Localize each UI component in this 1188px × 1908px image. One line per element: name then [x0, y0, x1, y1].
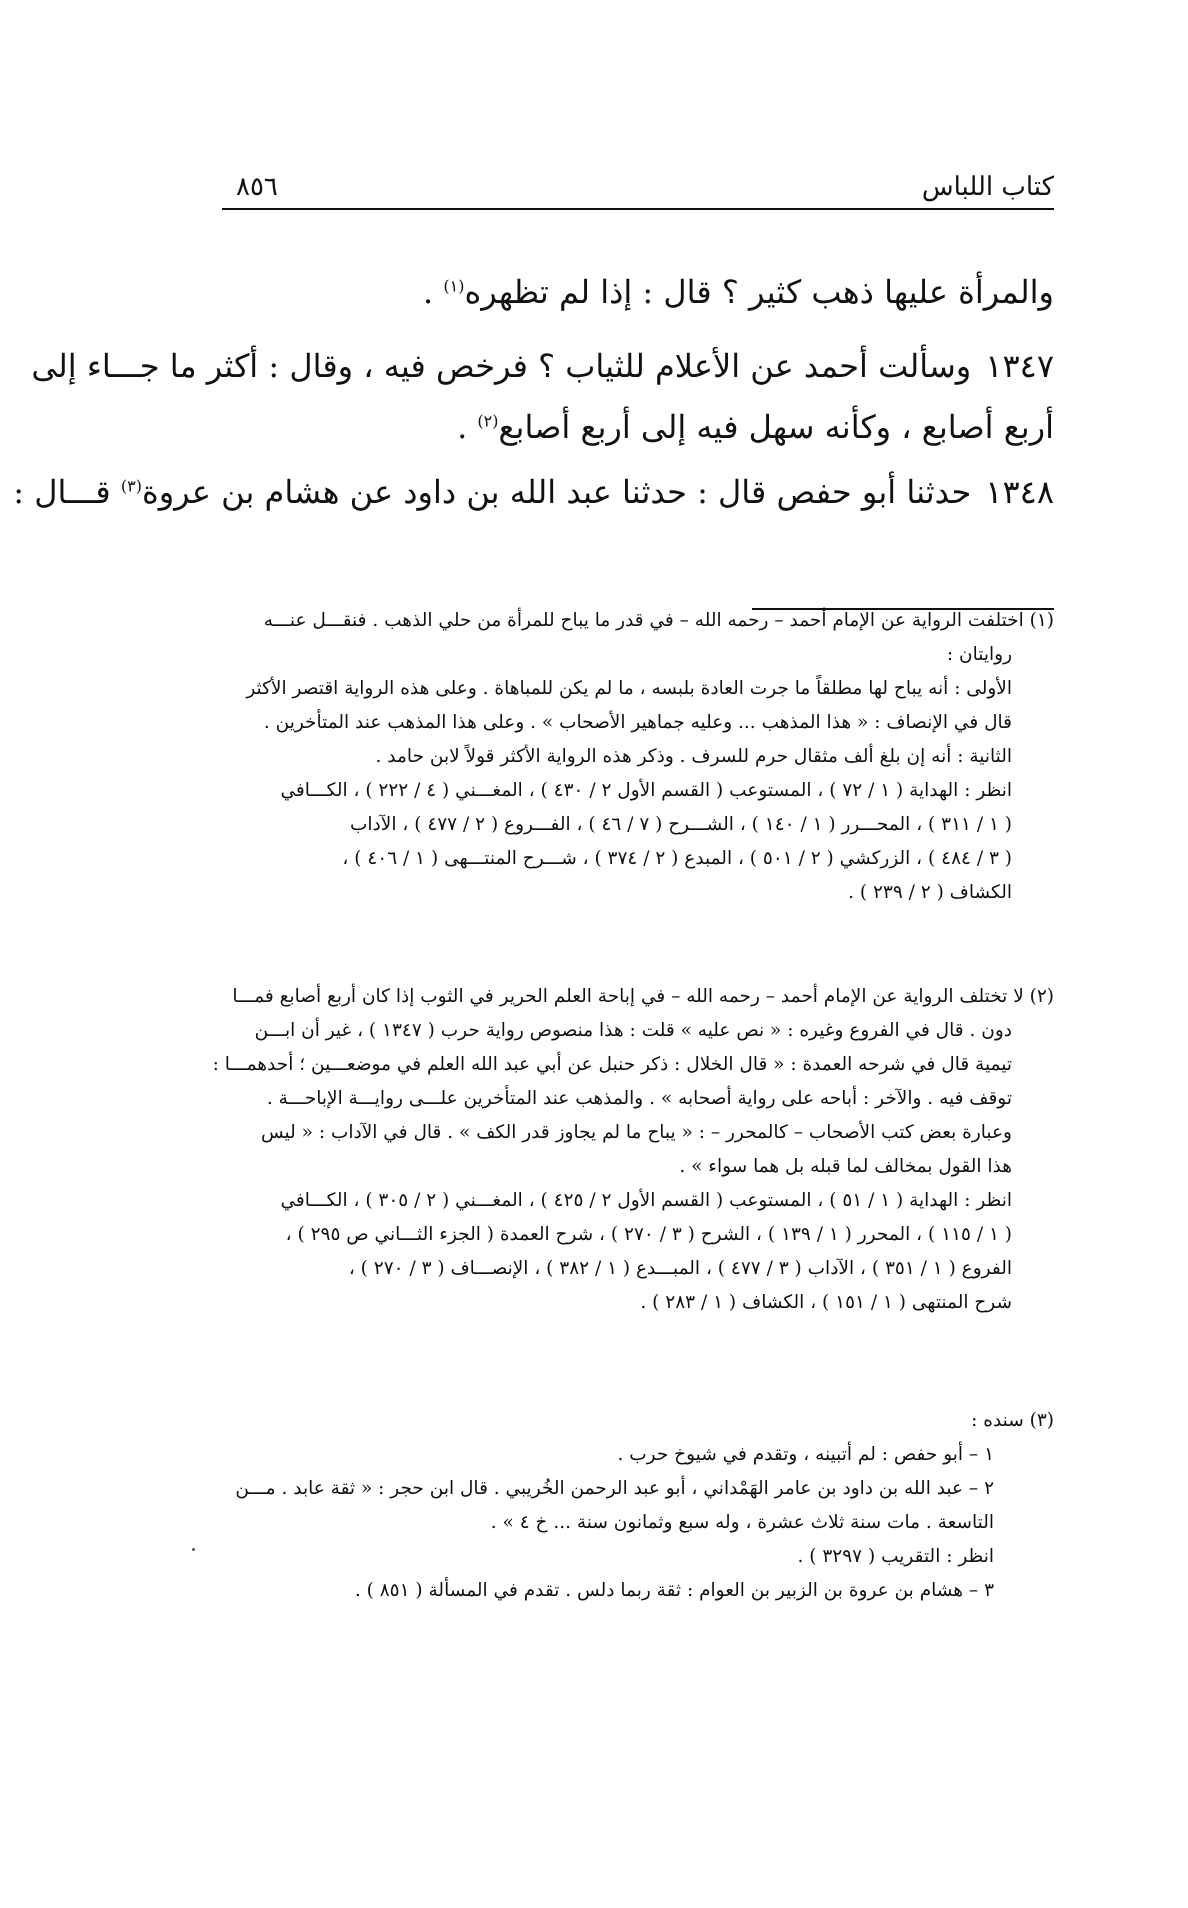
- footnote-line: (١) اختلفت الرواية عن الإمام أحمد – رحمه الله – في قدر ما يباح للمرأة من حلي الذهب . فنقـــل عنـــه: [263, 610, 1054, 631]
- footnote-line: توقف فيه . والآخر : أباحه على رواية أصحابه » . والمذهب عند المتأخرين علـــى روايـــة الإباحـــة .: [266, 1088, 1012, 1109]
- chapter-title: كتاب اللباس: [921, 172, 1054, 202]
- entry-1347: [31, 346, 1054, 447]
- footnote-line: انظر : الهداية ( ١ / ٧٢ ) ، المستوعب ( القسم الأول ٢ / ٤٣٠ ) ، المغـــني ( ٤ / ٢٢٢ ) ، الكـــافي: [280, 780, 1012, 801]
- footnote-line: تيمية قال في شرحه العمدة : « قال الخلال : ذكر حنبل عن أبي عبد الله العلم في موضعـــين ؛ أحدهمـــا :: [212, 1054, 1012, 1075]
- footnote-1: [222, 604, 1054, 910]
- footnote-line: دون . قال في الفروع وغيره : « نص عليه » قلت : هذا منصوص رواية حرب ( ١٣٤٧ ) ، غير أن ابـــن: [254, 1020, 1012, 1041]
- footnote-line: ٢ – عبد الله بن داود بن عامر الهَمْداني ، أبو عبد الرحمن الخُريبي . قال ابن حجر : « ثقة عابد . مـــن: [235, 1478, 994, 1499]
- footnote-line: ( ١ / ١١٥ ) ، المحرر ( ١ / ١٣٩ ) ، الشرح ( ٣ / ٢٧٠ ) ، شرح العمدة ( الجزء الثـــاني ص ٢٩٥ ) ،: [285, 1224, 1012, 1245]
- text-line: ١٣٤٧وسألت أحمد عن الأعلام للثياب ؟ فرخص فيه ، وقال : أكثر ما جـــاء إلى: [31, 347, 1054, 385]
- footnote-ref: (٢): [477, 411, 499, 431]
- footnote-line: انظر : التقريب ( ٣٢٩٧ ) .: [797, 1546, 994, 1567]
- footnote-line: ( ١ / ٣١١ ) ، المحـــرر ( ١ / ١٤٠ ) ، الشـــرح ( ٧ / ٤٦ ) ، الفـــروع ( ٢ / ٤٧٧ ) ، الآداب: [349, 814, 1012, 835]
- footnote-line: ( ٣ / ٤٨٤ ) ، الزركشي ( ٢ / ٥٠١ ) ، المبدع ( ٢ / ٣٧٤ ) ، شـــرح المنتـــهى ( ١ / ٤٠٦ ) ،: [342, 848, 1012, 869]
- footnote-line: هذا القول بمخالف لما قبله بل هما سواء » .: [679, 1156, 1012, 1177]
- footnote-line: قال في الإنصاف : « هذا المذهب ... وعليه جماهير الأصحاب » . وعلى هذا المذهب عند المتأخرين .: [263, 712, 1012, 733]
- footnote-line: الفروع ( ١ / ٣٥١ ) ، الآداب ( ٣ / ٤٧٧ ) ، المبـــدع ( ١ / ٣٨٢ ) ، الإنصـــاف ( ٣ / ٢٧٠ ) ،: [348, 1258, 1012, 1279]
- footnote-ref: (١): [443, 276, 465, 296]
- entry-number: ١٣٤٧: [985, 347, 1054, 385]
- text-line: والمرأة عليها ذهب كثير ؟ قال : إذا لم تظهره$^{(١)}$ .: [423, 273, 1054, 311]
- entry-1348: [13, 472, 1054, 512]
- footnote-line: وعبارة بعض كتب الأصحاب – كالمحرر – : « يباح ما لم يجاوز قدر الكف » . قال في الآداب : « ليس: [260, 1122, 1012, 1143]
- text-line: أربع أصابع ، وكأنه سهل فيه إلى أربع أصابع$^{(٢)}$ .: [457, 408, 1054, 446]
- footnote-3: [222, 1404, 1054, 1608]
- footnote-ref: (٣): [120, 476, 142, 496]
- text-line: ١٣٤٨حدثنا أبو حفص قال : حدثنا عبد الله بن داود عن هشام بن عروة$^{(٣)}$ قـــال :: [13, 473, 1054, 511]
- footnote-line: الأولى : أنه يباح لها مطلقاً ما جرت العادة بلبسه ، ما لم يكن للمباهاة . وعلى هذه الرواية اقتصر الأكثر: [246, 678, 1012, 699]
- footnote-line: انظر : الهداية ( ١ / ٥١ ) ، المستوعب ( القسم الأول ٢ / ٤٢٥ ) ، المغـــني ( ٢ / ٣٠٥ ) ، الكـــافي: [280, 1190, 1012, 1211]
- footnote-line: ٣ – هشام بن عروة بن الزبير بن العوام : ثقة ربما دلس . تقدم في المسألة ( ٨٥١ ) .: [354, 1580, 994, 1601]
- main-text: [222, 272, 1054, 312]
- header-divider: [222, 208, 1054, 210]
- footnote-line: الثانية : أنه إن بلغ ألف مثقال حرم للسرف . وذكر هذه الرواية الأكثر قولاً لابن حامد .: [375, 746, 1012, 767]
- footnote-heading: (٣) سنده :: [971, 1410, 1054, 1431]
- footnote-line: ١ – أبو حفص : لم أتبينه ، وتقدم في شيوخ حرب .: [617, 1444, 994, 1465]
- footnote-line: الكشاف ( ٢ / ٢٣٩ ) .: [848, 882, 1012, 903]
- scan-speck: [192, 1548, 195, 1551]
- footnote-line: روايتان :: [946, 644, 1012, 665]
- page-header: [222, 168, 1054, 208]
- entry-number: ١٣٤٨: [985, 473, 1054, 511]
- footnote-line: (٢) لا تختلف الرواية عن الإمام أحمد – رحمه الله – في إباحة العلم الحرير في الثوب إذا كان أربع أصابع فمـــا: [232, 986, 1054, 1007]
- footnote-line: شرح المنتهى ( ١ / ١٥١ ) ، الكشاف ( ١ / ٢٨٣ ) .: [640, 1292, 1012, 1313]
- footnote-2: [212, 980, 1054, 1320]
- footnote-line: التاسعة . مات سنة ثلاث عشرة ، وله سبع وثمانون سنة ... خ ٤ » .: [490, 1512, 994, 1533]
- page-number: ٨٥٦: [236, 172, 278, 202]
